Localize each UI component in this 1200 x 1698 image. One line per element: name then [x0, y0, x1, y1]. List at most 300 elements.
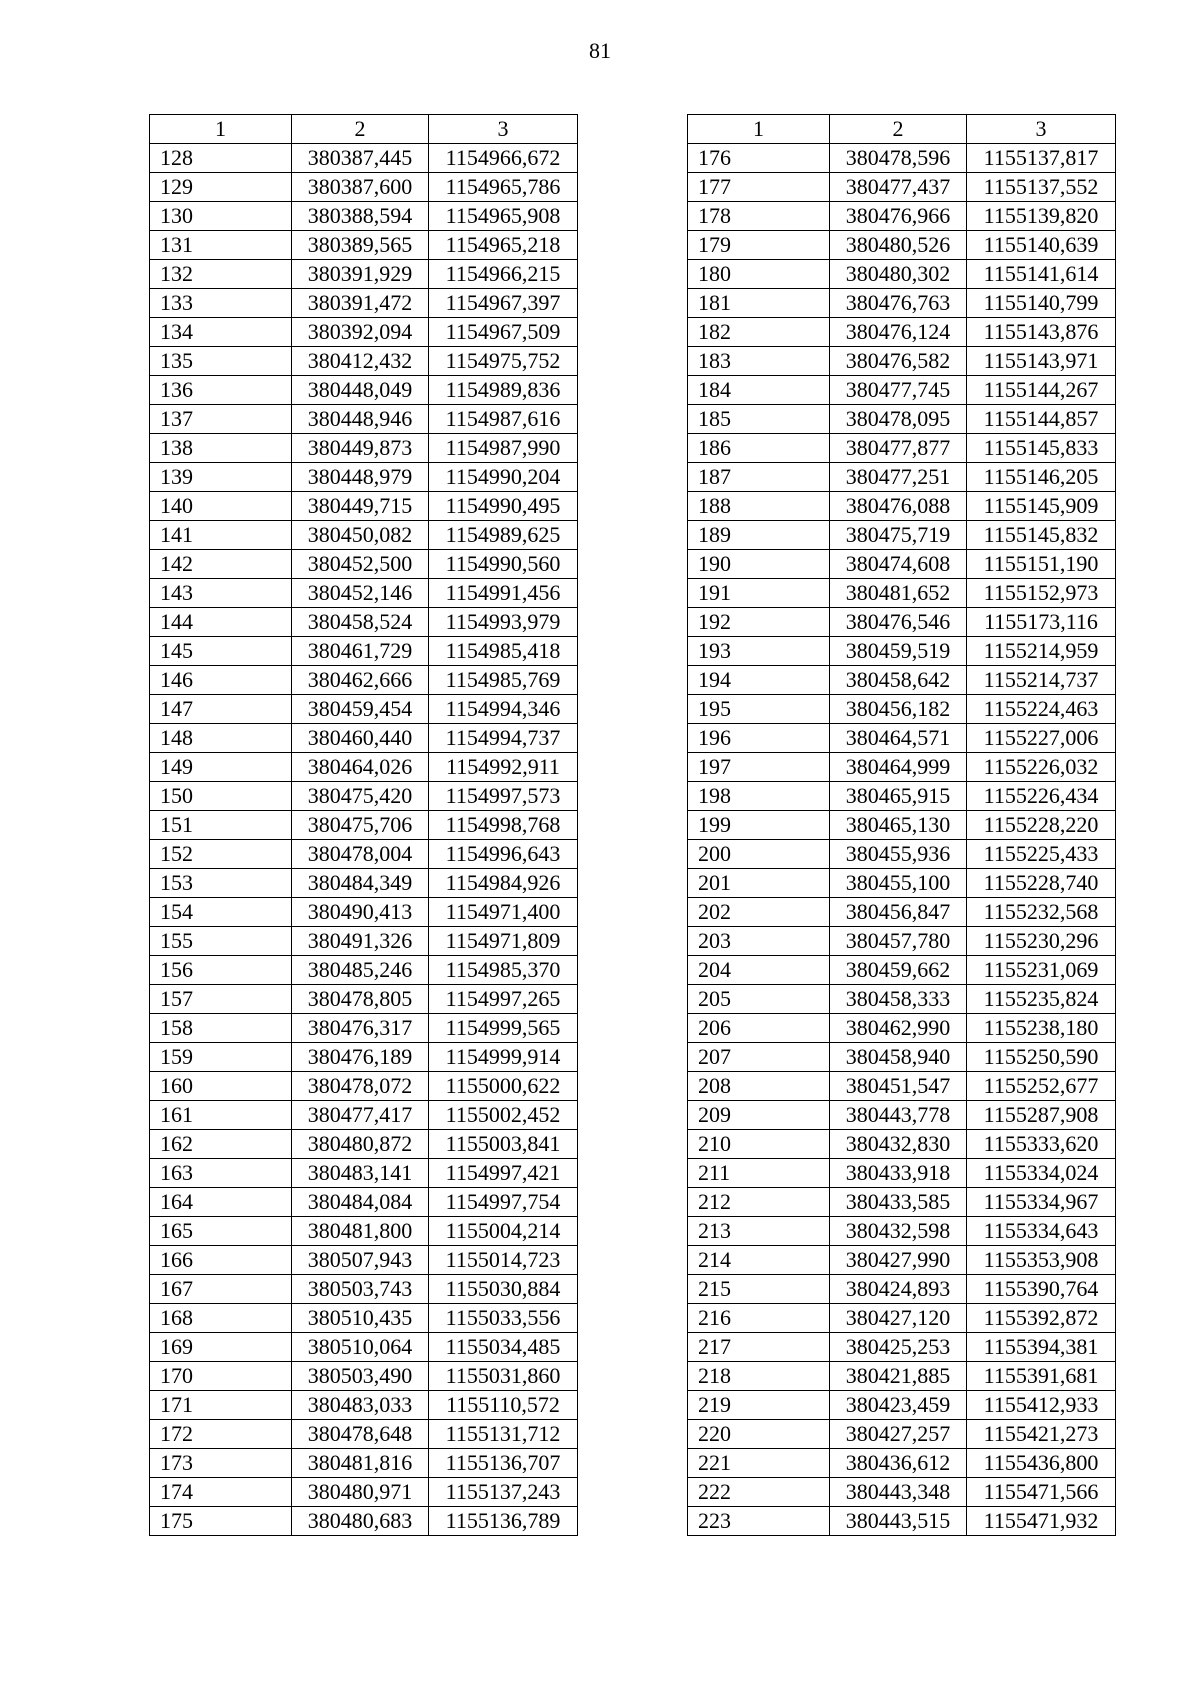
y-coordinate-cell: 1155144,267 — [967, 376, 1116, 405]
table-row — [688, 1188, 1116, 1217]
x-coordinate-cell: 380450,082 — [292, 521, 429, 550]
x-coordinate-cell: 380510,064 — [292, 1333, 429, 1362]
x-coordinate-cell: 380478,072 — [292, 1072, 429, 1101]
y-coordinate-cell: 1155034,485 — [429, 1333, 578, 1362]
point-number-cell: 198 — [688, 782, 830, 811]
x-coordinate-cell: 380459,519 — [830, 637, 967, 666]
point-number-cell: 209 — [688, 1101, 830, 1130]
point-number-cell: 147 — [150, 695, 292, 724]
x-coordinate-cell: 380480,971 — [292, 1478, 429, 1507]
y-coordinate-cell: 1155145,832 — [967, 521, 1116, 550]
point-number-cell: 211 — [688, 1159, 830, 1188]
y-coordinate-cell: 1154966,215 — [429, 260, 578, 289]
y-coordinate-cell: 1154997,573 — [429, 782, 578, 811]
x-coordinate-cell: 380451,547 — [830, 1072, 967, 1101]
x-coordinate-cell: 380433,585 — [830, 1188, 967, 1217]
y-coordinate-cell: 1154991,456 — [429, 579, 578, 608]
y-coordinate-cell: 1155014,723 — [429, 1246, 578, 1275]
table-row — [150, 869, 578, 898]
point-number-cell: 128 — [150, 144, 292, 173]
y-coordinate-cell: 1155228,220 — [967, 811, 1116, 840]
table-row — [688, 1159, 1116, 1188]
column-header-3: 3 — [967, 115, 1116, 144]
table-row — [688, 202, 1116, 231]
point-number-cell: 175 — [150, 1507, 292, 1536]
table-row — [688, 1333, 1116, 1362]
x-coordinate-cell: 380464,571 — [830, 724, 967, 753]
table-row — [150, 782, 578, 811]
point-number-cell: 185 — [688, 405, 830, 434]
y-coordinate-cell: 1154971,809 — [429, 927, 578, 956]
table-row — [150, 1101, 578, 1130]
table-row — [688, 434, 1116, 463]
table-row — [688, 1275, 1116, 1304]
point-number-cell: 188 — [688, 492, 830, 521]
table-row — [150, 318, 578, 347]
y-coordinate-cell: 1154990,560 — [429, 550, 578, 579]
y-coordinate-cell: 1155471,932 — [967, 1507, 1116, 1536]
x-coordinate-cell: 380462,990 — [830, 1014, 967, 1043]
table-row — [688, 1043, 1116, 1072]
y-coordinate-cell: 1155471,566 — [967, 1478, 1116, 1507]
y-coordinate-cell: 1154989,836 — [429, 376, 578, 405]
x-coordinate-cell: 380452,146 — [292, 579, 429, 608]
x-coordinate-cell: 380458,333 — [830, 985, 967, 1014]
table-row — [150, 1362, 578, 1391]
table-row — [150, 347, 578, 376]
point-number-cell: 151 — [150, 811, 292, 840]
table-row — [150, 1014, 578, 1043]
point-number-cell: 199 — [688, 811, 830, 840]
y-coordinate-cell: 1155334,967 — [967, 1188, 1116, 1217]
x-coordinate-cell: 380448,979 — [292, 463, 429, 492]
x-coordinate-cell: 380490,413 — [292, 898, 429, 927]
x-coordinate-cell: 380503,490 — [292, 1362, 429, 1391]
y-coordinate-cell: 1155004,214 — [429, 1217, 578, 1246]
table-row — [150, 1507, 578, 1536]
y-coordinate-cell: 1155131,712 — [429, 1420, 578, 1449]
y-coordinate-cell: 1155030,884 — [429, 1275, 578, 1304]
x-coordinate-cell: 380476,763 — [830, 289, 967, 318]
table-row — [150, 1188, 578, 1217]
table-row — [688, 1072, 1116, 1101]
table-row — [688, 492, 1116, 521]
point-number-cell: 193 — [688, 637, 830, 666]
point-number-cell: 210 — [688, 1130, 830, 1159]
table-row — [150, 956, 578, 985]
x-coordinate-cell: 380387,445 — [292, 144, 429, 173]
table-row — [150, 1217, 578, 1246]
table-row — [688, 666, 1116, 695]
y-coordinate-cell: 1154994,737 — [429, 724, 578, 753]
y-coordinate-cell: 1155110,572 — [429, 1391, 578, 1420]
table-row — [150, 1391, 578, 1420]
x-coordinate-cell: 380484,349 — [292, 869, 429, 898]
x-coordinate-cell: 380476,317 — [292, 1014, 429, 1043]
x-coordinate-cell: 380459,662 — [830, 956, 967, 985]
page-number: 81 — [589, 38, 611, 63]
y-coordinate-cell: 1155392,872 — [967, 1304, 1116, 1333]
y-coordinate-cell: 1154997,421 — [429, 1159, 578, 1188]
y-coordinate-cell: 1155250,590 — [967, 1043, 1116, 1072]
y-coordinate-cell: 1155214,959 — [967, 637, 1116, 666]
x-coordinate-cell: 380461,729 — [292, 637, 429, 666]
table-row — [688, 695, 1116, 724]
table-row — [688, 811, 1116, 840]
point-number-cell: 153 — [150, 869, 292, 898]
point-number-cell: 132 — [150, 260, 292, 289]
table-row — [150, 898, 578, 927]
table-row — [688, 869, 1116, 898]
point-number-cell: 156 — [150, 956, 292, 985]
table-row — [150, 753, 578, 782]
x-coordinate-cell: 380476,189 — [292, 1043, 429, 1072]
x-coordinate-cell: 380455,936 — [830, 840, 967, 869]
table-row — [688, 956, 1116, 985]
y-coordinate-cell: 1155033,556 — [429, 1304, 578, 1333]
x-coordinate-cell: 380465,130 — [830, 811, 967, 840]
x-coordinate-cell: 380480,683 — [292, 1507, 429, 1536]
x-coordinate-cell: 380458,524 — [292, 608, 429, 637]
x-coordinate-cell: 380458,642 — [830, 666, 967, 695]
y-coordinate-cell: 1155145,909 — [967, 492, 1116, 521]
y-coordinate-cell: 1154997,265 — [429, 985, 578, 1014]
point-number-cell: 223 — [688, 1507, 830, 1536]
y-coordinate-cell: 1155143,971 — [967, 347, 1116, 376]
x-coordinate-cell: 380474,608 — [830, 550, 967, 579]
y-coordinate-cell: 1155144,857 — [967, 405, 1116, 434]
y-coordinate-cell: 1155152,973 — [967, 579, 1116, 608]
y-coordinate-cell: 1155390,764 — [967, 1275, 1116, 1304]
point-number-cell: 141 — [150, 521, 292, 550]
table-row — [688, 550, 1116, 579]
table-row — [688, 1478, 1116, 1507]
point-number-cell: 189 — [688, 521, 830, 550]
table-row — [688, 1420, 1116, 1449]
point-number-cell: 165 — [150, 1217, 292, 1246]
point-number-cell: 222 — [688, 1478, 830, 1507]
column-header-1: 1 — [150, 115, 292, 144]
point-number-cell: 142 — [150, 550, 292, 579]
point-number-cell: 135 — [150, 347, 292, 376]
point-number-cell: 216 — [688, 1304, 830, 1333]
table-row — [150, 666, 578, 695]
y-coordinate-cell: 1155137,552 — [967, 173, 1116, 202]
x-coordinate-cell: 380476,088 — [830, 492, 967, 521]
y-coordinate-cell: 1155136,789 — [429, 1507, 578, 1536]
table-row — [150, 1159, 578, 1188]
point-number-cell: 172 — [150, 1420, 292, 1449]
y-coordinate-cell: 1155227,006 — [967, 724, 1116, 753]
table-header-row — [688, 115, 1116, 144]
y-coordinate-cell: 1155137,243 — [429, 1478, 578, 1507]
point-number-cell: 140 — [150, 492, 292, 521]
coordinates-table-right — [687, 114, 1116, 1536]
point-number-cell: 144 — [150, 608, 292, 637]
point-number-cell: 137 — [150, 405, 292, 434]
point-number-cell: 202 — [688, 898, 830, 927]
x-coordinate-cell: 380478,805 — [292, 985, 429, 1014]
table-row — [688, 521, 1116, 550]
x-coordinate-cell: 380480,526 — [830, 231, 967, 260]
x-coordinate-cell: 380477,251 — [830, 463, 967, 492]
table-row — [150, 927, 578, 956]
table-row — [150, 1072, 578, 1101]
y-coordinate-cell: 1154987,990 — [429, 434, 578, 463]
point-number-cell: 160 — [150, 1072, 292, 1101]
table-row — [688, 347, 1116, 376]
y-coordinate-cell: 1155214,737 — [967, 666, 1116, 695]
table-row — [150, 1304, 578, 1333]
table-row — [150, 231, 578, 260]
y-coordinate-cell: 1154971,400 — [429, 898, 578, 927]
point-number-cell: 212 — [688, 1188, 830, 1217]
x-coordinate-cell: 380448,049 — [292, 376, 429, 405]
point-number-cell: 214 — [688, 1246, 830, 1275]
y-coordinate-cell: 1155137,817 — [967, 144, 1116, 173]
point-number-cell: 194 — [688, 666, 830, 695]
x-coordinate-cell: 380443,515 — [830, 1507, 967, 1536]
point-number-cell: 150 — [150, 782, 292, 811]
y-coordinate-cell: 1154990,495 — [429, 492, 578, 521]
point-number-cell: 184 — [688, 376, 830, 405]
table-row — [688, 231, 1116, 260]
table-header-row — [150, 115, 578, 144]
point-number-cell: 183 — [688, 347, 830, 376]
y-coordinate-cell: 1155226,032 — [967, 753, 1116, 782]
x-coordinate-cell: 380460,440 — [292, 724, 429, 753]
y-coordinate-cell: 1155238,180 — [967, 1014, 1116, 1043]
point-number-cell: 134 — [150, 318, 292, 347]
table-row — [688, 463, 1116, 492]
y-coordinate-cell: 1154996,643 — [429, 840, 578, 869]
point-number-cell: 197 — [688, 753, 830, 782]
x-coordinate-cell: 380476,546 — [830, 608, 967, 637]
table-row — [688, 753, 1116, 782]
point-number-cell: 213 — [688, 1217, 830, 1246]
table-row — [688, 637, 1116, 666]
table-row — [150, 144, 578, 173]
x-coordinate-cell: 380432,598 — [830, 1217, 967, 1246]
y-coordinate-cell: 1154993,979 — [429, 608, 578, 637]
point-number-cell: 149 — [150, 753, 292, 782]
point-number-cell: 205 — [688, 985, 830, 1014]
x-coordinate-cell: 380483,141 — [292, 1159, 429, 1188]
table-row — [688, 898, 1116, 927]
point-number-cell: 159 — [150, 1043, 292, 1072]
x-coordinate-cell: 380427,120 — [830, 1304, 967, 1333]
x-coordinate-cell: 380478,596 — [830, 144, 967, 173]
table-row — [150, 724, 578, 753]
point-number-cell: 196 — [688, 724, 830, 753]
point-number-cell: 215 — [688, 1275, 830, 1304]
point-number-cell: 191 — [688, 579, 830, 608]
x-coordinate-cell: 380491,326 — [292, 927, 429, 956]
y-coordinate-cell: 1155031,860 — [429, 1362, 578, 1391]
column-header-3: 3 — [429, 115, 578, 144]
x-coordinate-cell: 380391,472 — [292, 289, 429, 318]
table-row — [688, 1304, 1116, 1333]
point-number-cell: 143 — [150, 579, 292, 608]
y-coordinate-cell: 1154967,397 — [429, 289, 578, 318]
table-row — [150, 202, 578, 231]
y-coordinate-cell: 1155391,681 — [967, 1362, 1116, 1391]
y-coordinate-cell: 1154987,616 — [429, 405, 578, 434]
point-number-cell: 154 — [150, 898, 292, 927]
point-number-cell: 130 — [150, 202, 292, 231]
x-coordinate-cell: 380455,100 — [830, 869, 967, 898]
x-coordinate-cell: 380388,594 — [292, 202, 429, 231]
point-number-cell: 158 — [150, 1014, 292, 1043]
x-coordinate-cell: 380443,348 — [830, 1478, 967, 1507]
x-coordinate-cell: 380443,778 — [830, 1101, 967, 1130]
y-coordinate-cell: 1155143,876 — [967, 318, 1116, 347]
point-number-cell: 168 — [150, 1304, 292, 1333]
table-row — [150, 521, 578, 550]
point-number-cell: 206 — [688, 1014, 830, 1043]
point-number-cell: 139 — [150, 463, 292, 492]
point-number-cell: 136 — [150, 376, 292, 405]
y-coordinate-cell: 1154994,346 — [429, 695, 578, 724]
column-header-2: 2 — [292, 115, 429, 144]
y-coordinate-cell: 1154989,625 — [429, 521, 578, 550]
x-coordinate-cell: 380452,500 — [292, 550, 429, 579]
table-row — [150, 463, 578, 492]
x-coordinate-cell: 380459,454 — [292, 695, 429, 724]
x-coordinate-cell: 380483,033 — [292, 1391, 429, 1420]
y-coordinate-cell: 1155235,824 — [967, 985, 1116, 1014]
y-coordinate-cell: 1155151,190 — [967, 550, 1116, 579]
table-row — [688, 840, 1116, 869]
x-coordinate-cell: 380476,124 — [830, 318, 967, 347]
y-coordinate-cell: 1155141,614 — [967, 260, 1116, 289]
y-coordinate-cell: 1155287,908 — [967, 1101, 1116, 1130]
x-coordinate-cell: 380449,715 — [292, 492, 429, 521]
table-row — [688, 985, 1116, 1014]
x-coordinate-cell: 380427,257 — [830, 1420, 967, 1449]
x-coordinate-cell: 380476,966 — [830, 202, 967, 231]
column-header-1: 1 — [688, 115, 830, 144]
table-row — [150, 695, 578, 724]
y-coordinate-cell: 1154965,786 — [429, 173, 578, 202]
y-coordinate-cell: 1155146,205 — [967, 463, 1116, 492]
point-number-cell: 166 — [150, 1246, 292, 1275]
y-coordinate-cell: 1154985,370 — [429, 956, 578, 985]
x-coordinate-cell: 380391,929 — [292, 260, 429, 289]
x-coordinate-cell: 380481,800 — [292, 1217, 429, 1246]
point-number-cell: 178 — [688, 202, 830, 231]
table-row — [688, 173, 1116, 202]
point-number-cell: 138 — [150, 434, 292, 463]
x-coordinate-cell: 380477,437 — [830, 173, 967, 202]
point-number-cell: 177 — [688, 173, 830, 202]
y-coordinate-cell: 1155136,707 — [429, 1449, 578, 1478]
x-coordinate-cell: 380421,885 — [830, 1362, 967, 1391]
point-number-cell: 164 — [150, 1188, 292, 1217]
point-number-cell: 148 — [150, 724, 292, 753]
x-coordinate-cell: 380503,743 — [292, 1275, 429, 1304]
point-number-cell: 145 — [150, 637, 292, 666]
x-coordinate-cell: 380478,004 — [292, 840, 429, 869]
table-row — [150, 173, 578, 202]
table-row — [688, 1362, 1116, 1391]
table-row — [688, 1449, 1116, 1478]
point-number-cell: 221 — [688, 1449, 830, 1478]
table-row — [150, 608, 578, 637]
x-coordinate-cell: 380456,847 — [830, 898, 967, 927]
point-number-cell: 179 — [688, 231, 830, 260]
y-coordinate-cell: 1154967,509 — [429, 318, 578, 347]
x-coordinate-cell: 380481,652 — [830, 579, 967, 608]
x-coordinate-cell: 380423,459 — [830, 1391, 967, 1420]
point-number-cell: 217 — [688, 1333, 830, 1362]
point-number-cell: 169 — [150, 1333, 292, 1362]
x-coordinate-cell: 380510,435 — [292, 1304, 429, 1333]
point-number-cell: 131 — [150, 231, 292, 260]
table-row — [688, 405, 1116, 434]
table-row — [150, 840, 578, 869]
x-coordinate-cell: 380485,246 — [292, 956, 429, 985]
table-row — [150, 1130, 578, 1159]
point-number-cell: 170 — [150, 1362, 292, 1391]
x-coordinate-cell: 380478,095 — [830, 405, 967, 434]
table-row — [150, 1449, 578, 1478]
table-row — [150, 1333, 578, 1362]
table-row — [150, 1275, 578, 1304]
table-row — [150, 1420, 578, 1449]
table-row — [150, 637, 578, 666]
point-number-cell: 218 — [688, 1362, 830, 1391]
table-row — [150, 811, 578, 840]
y-coordinate-cell: 1154985,418 — [429, 637, 578, 666]
table-row — [688, 289, 1116, 318]
point-number-cell: 146 — [150, 666, 292, 695]
y-coordinate-cell: 1155232,568 — [967, 898, 1116, 927]
y-coordinate-cell: 1154992,911 — [429, 753, 578, 782]
y-coordinate-cell: 1155002,452 — [429, 1101, 578, 1130]
x-coordinate-cell: 380477,877 — [830, 434, 967, 463]
y-coordinate-cell: 1155139,820 — [967, 202, 1116, 231]
y-coordinate-cell: 1155394,381 — [967, 1333, 1116, 1362]
table-row — [150, 1246, 578, 1275]
y-coordinate-cell: 1155421,273 — [967, 1420, 1116, 1449]
x-coordinate-cell: 380433,918 — [830, 1159, 967, 1188]
x-coordinate-cell: 380477,417 — [292, 1101, 429, 1130]
table-row — [150, 434, 578, 463]
table-row — [688, 260, 1116, 289]
x-coordinate-cell: 380412,432 — [292, 347, 429, 376]
table-row — [150, 376, 578, 405]
point-number-cell: 174 — [150, 1478, 292, 1507]
x-coordinate-cell: 380432,830 — [830, 1130, 967, 1159]
point-number-cell: 219 — [688, 1391, 830, 1420]
coordinates-table-left — [149, 114, 578, 1536]
point-number-cell: 167 — [150, 1275, 292, 1304]
table-row — [688, 927, 1116, 956]
x-coordinate-cell: 380462,666 — [292, 666, 429, 695]
y-coordinate-cell: 1155226,434 — [967, 782, 1116, 811]
x-coordinate-cell: 380480,302 — [830, 260, 967, 289]
point-number-cell: 182 — [688, 318, 830, 347]
table-row — [688, 1014, 1116, 1043]
table-row — [688, 318, 1116, 347]
point-number-cell: 201 — [688, 869, 830, 898]
point-number-cell: 190 — [688, 550, 830, 579]
y-coordinate-cell: 1155140,639 — [967, 231, 1116, 260]
x-coordinate-cell: 380427,990 — [830, 1246, 967, 1275]
y-coordinate-cell: 1154966,672 — [429, 144, 578, 173]
point-number-cell: 195 — [688, 695, 830, 724]
